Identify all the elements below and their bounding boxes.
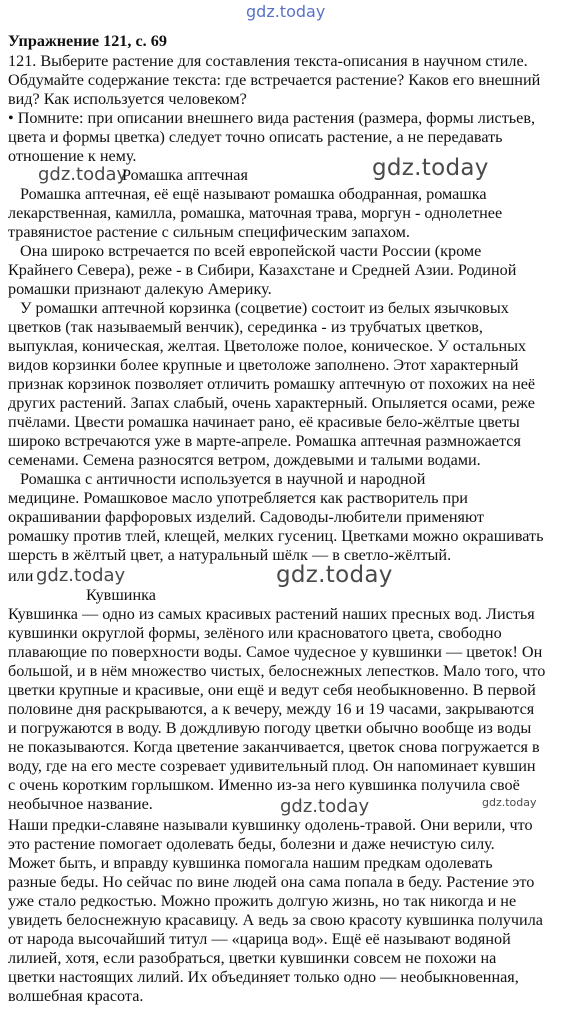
romashka-line-10: видов корзинки более крупные и цветоложе заполнено. Этот характерный xyxy=(8,356,519,374)
task-line-6: отношение к нему. xyxy=(8,147,137,165)
kuvshinka-line-5: цветки крупные и красивые, они ещё и ведут себя необыкновенно. В первой xyxy=(8,681,536,699)
task-line-3: вид? Как используется человеком? xyxy=(8,90,247,108)
kuvshinka-line-20: цветки настоящих лилий. Их объединяет только одно — необыкновенная, xyxy=(8,968,519,986)
kuvshinka-line-19: лилией, хотя, если разобраться, цветки кувшинки совсем не похожи на xyxy=(8,949,497,967)
kuvshinka-line-14: Может быть, и вправду кувшинка помогала нашим предкам одолевать xyxy=(8,854,493,872)
kuvshinka-line-2: кувшинки округлой формы, зелёного или красноватого цвета, свободно xyxy=(8,624,502,642)
romashka-line-11: признак корзинок позволяет отличить ромашку аптечную от похожих на неё xyxy=(8,375,536,393)
kuvshinka-line-11: необычное название. xyxy=(8,795,153,813)
kuvshinka-line-18: от народа высочайший титул — «царица вод». Ещё её называют водяной xyxy=(8,930,511,948)
romashka-line-8: цветков (так называемый венчик), серединка - из трубчатых цветков, xyxy=(8,318,483,336)
task-line-4: • Помните: при описании внешнего вида растения (размера, формы листьев, xyxy=(8,109,536,127)
watermark-5: gdz.today xyxy=(280,796,370,817)
task-line-1: 121. Выберите растение для составления текста-описания в научном стиле. xyxy=(8,52,528,70)
kuvshinka-line-3: плавающие по поверхности воды. Самое чудесное у кувшинки — цветок! Он xyxy=(8,643,543,661)
watermark-4: gdz.today xyxy=(276,562,393,588)
romashka-line-16: Ромашка с античности используется в научной и народной xyxy=(20,470,426,488)
watermark-top: gdz.today xyxy=(246,2,326,21)
kuvshinka-line-15: разные беды. Но сейчас по вине людей она сама попала в беду. Растение это xyxy=(8,873,535,891)
romashka-line-1: Ромашка аптечная, её ещё называют ромашка ободранная, ромашка xyxy=(20,185,487,203)
task-line-2: Обдумайте содержание текста: где встречается растение? Каков его внешний xyxy=(8,71,541,89)
romashka-line-20: шерсть в жёлтый цвет, а натуральный шёлк — в светло-жёлтый. xyxy=(8,546,452,564)
kuvshinka-line-7: и погружаются в воду. В дождливую погоду цветки обычно вообще из воды xyxy=(8,719,532,737)
romashka-line-18: окрашивании фарфоровых изделий. Садоводы-любители применяют xyxy=(8,508,484,526)
kuvshinka-line-4: большой, и в нём множество чистых, белоснежных лепестков. Мало того, что xyxy=(8,662,546,680)
kuvshinka-line-21: волшебная красота. xyxy=(8,987,144,1005)
watermark-6: gdz.today xyxy=(482,796,537,809)
kuvshinka-line-10: с очень коротким горлышком. Именно из-за него кувшинка получила своё xyxy=(8,776,520,794)
romashka-line-12: других растений. Запах слабый, очень характерный. Опыляется осами, реже xyxy=(8,394,535,412)
or-word: или xyxy=(8,567,34,585)
romashka-line-15: семенами. Семена разносятся ветром, дождевыми и талыми водами. xyxy=(8,451,481,469)
section-heading-romashka: Ромашка аптечная xyxy=(122,166,248,184)
watermark-1: gdz.today xyxy=(38,164,128,185)
kuvshinka-line-17: увидеть белоснежную красавицу. А ведь за свою красоту кувшинка получила xyxy=(8,911,543,929)
romashka-line-5: Крайнего Севера), реже - в Сибири, Казахстане и Средней Азии. Родиной xyxy=(8,261,517,279)
romashka-line-3: травянистое растение с сильным специфическим запахом. xyxy=(8,223,410,241)
kuvshinka-line-16: уже стало редкостью. Можно прожить долгую жизнь, но так никогда и не xyxy=(8,892,517,910)
romashka-line-17: медицине. Ромашковое масло употребляется как растворитель при xyxy=(8,489,468,507)
exercise-title: Упражнение 121, с. 69 xyxy=(8,32,167,50)
kuvshinka-line-13: это растение помогает одолевать беды, болезни и даже нечистую силу. xyxy=(8,835,495,853)
kuvshinka-line-9: воду, где на его месте созревает удивительный плод. Он напоминает кувшин xyxy=(8,757,536,775)
romashka-line-2: лекарственная, камилла, ромашка, маточная трава, моргун - однолетнее xyxy=(8,204,503,222)
section-heading-kuvshinka: Кувшинка xyxy=(86,586,156,604)
watermark-2: gdz.today xyxy=(372,155,489,181)
kuvshinka-line-1: Кувшинка — одно из самых красивых растений наших пресных вод. Листья xyxy=(8,605,535,623)
romashka-line-7: У ромашки аптечной корзинка (соцветие) состоит из белых язычковых xyxy=(20,299,509,317)
kuvshinka-line-12: Наши предки-славяне называли кувшинку одолень-травой. Они верили, что xyxy=(8,816,533,834)
romashka-line-9: выпуклая, коническая, желтая. Цветоложе полое, коническое. У остальных xyxy=(8,337,527,355)
romashka-line-13: пчёлами. Цвести ромашка начинает рано, её красивые бело-жёлтые цветы xyxy=(8,413,520,431)
kuvshinka-line-8: не показываются. Когда цветение заканчивается, цветок снова погружается в xyxy=(8,738,540,756)
romashka-line-19: ромашку против тлей, клещей, мелких гусениц. Цветками можно окрашивать xyxy=(8,527,544,545)
watermark-3: gdz.today xyxy=(36,565,126,586)
romashka-line-6: ромашки признают далекую Америку. xyxy=(8,280,272,298)
romashka-line-4: Она широко встречается по всей европейской части России (кроме xyxy=(20,242,482,260)
task-line-5: цвета и формы цветка) следует точно описать растение, а не передавать xyxy=(8,128,503,146)
romashka-line-14: широко встречаются уже в марте-апреле. Ромашка аптечная размножается xyxy=(8,432,521,450)
kuvshinka-line-6: половине дня раскрываются, а к вечеру, между 16 и 19 часами, закрываются xyxy=(8,700,535,718)
